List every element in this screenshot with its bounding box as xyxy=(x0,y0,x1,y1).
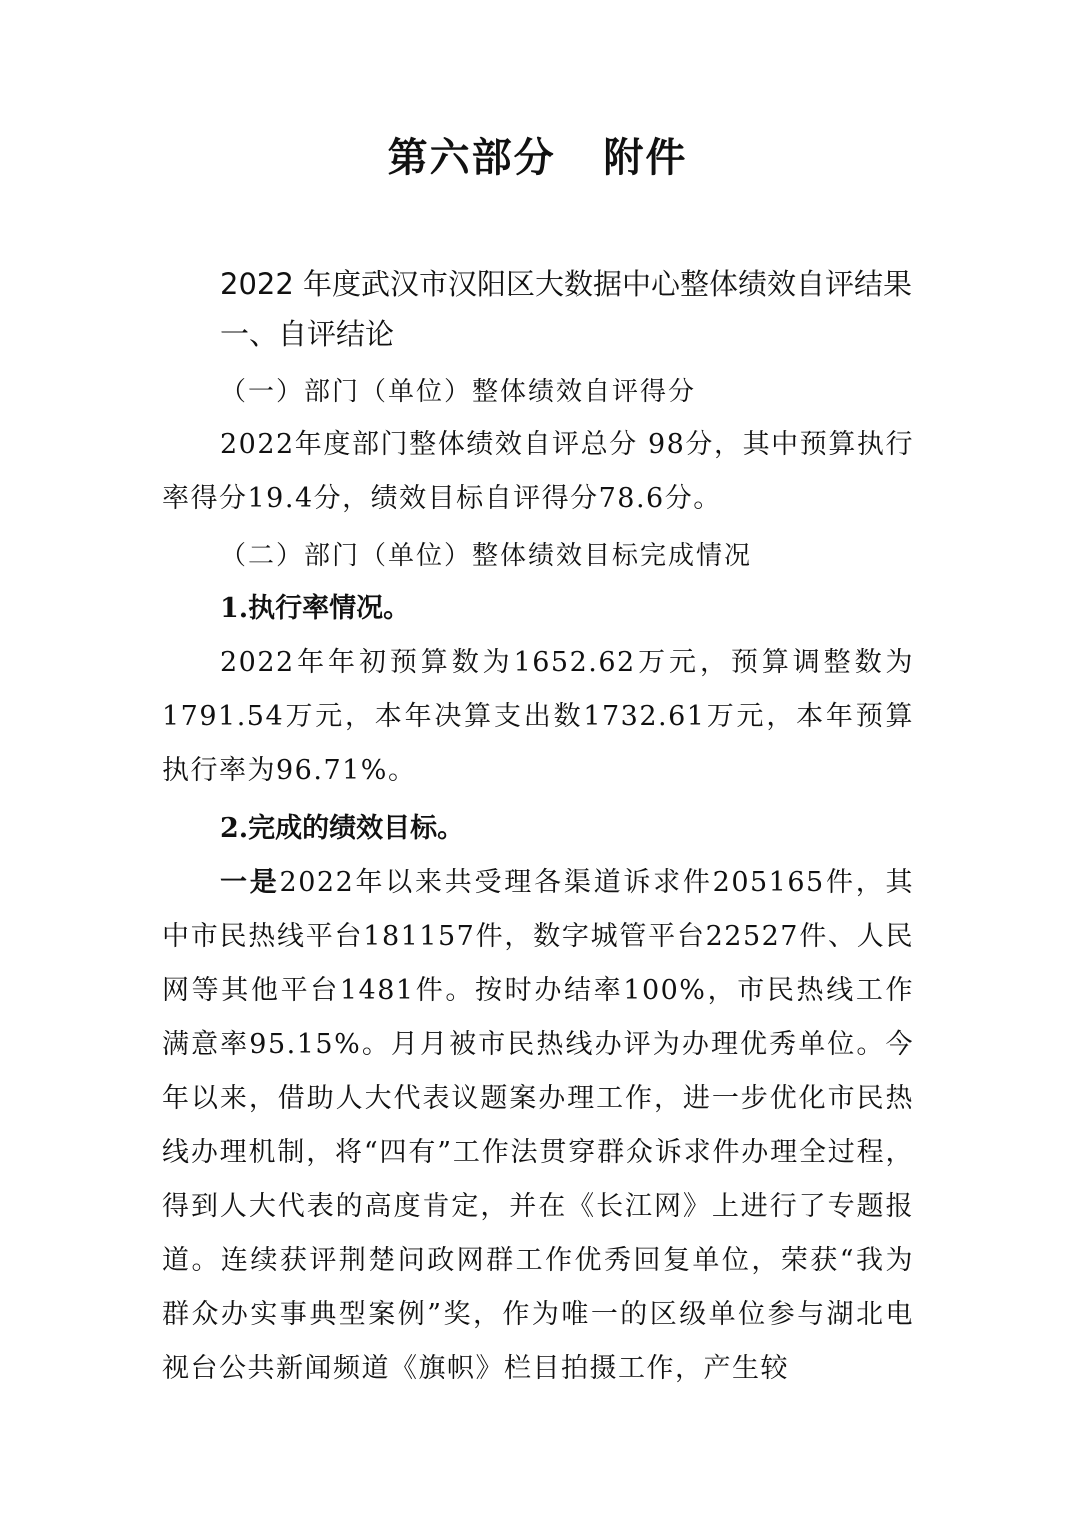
paragraph-score: 2022年度部门整体绩效自评总分 98分，其中预算执行率得分19.4分，绩效目标自评得分78.6分。 xyxy=(162,429,914,514)
part-title: 第六部分 附件 xyxy=(387,135,688,181)
paragraph-execution-rate: 2022年年初预算数为1652.62万元，预算调整数为1791.54万元，本年决算支出数1732.61万元，本年预算执行率为96.71%。 xyxy=(162,647,914,786)
section-heading-conclusion: 一、自评结论 xyxy=(220,317,395,351)
subsection-heading-score: （一）部门（单位）整体绩效自评得分 xyxy=(220,377,697,407)
item-heading-completed-goals: 2.完成的绩效目标。 xyxy=(220,813,465,844)
document-body xyxy=(162,310,914,1396)
report-title: 2022 年度武汉市汉阳区大数据中心整体绩效自评结果 xyxy=(220,267,913,301)
paragraph-lead: 一是 xyxy=(220,867,280,898)
paragraph-completed-goals-text: 2022年以来共受理各渠道诉求件205165件，其中市民热线平台181157件，数字城管平台22527件、人民网等其他平台1481件。按时办结率100%，市民热线工作满意率95.15%。月月被市民热线办评为办理优秀单位。今年以来，借助人大代表议题案办理工作，进一步优化市民热线办理机制，将“四有”工作法贯穿群众诉求件办理全过程，得到人大代表的高度肯定，并在《长江网》上进行了专题报道。连续获评荆楚问政网群工作优秀回复单位，荣获“我为群众办实事典型案例”奖，作为唯一的区级单位参与湖北电视台公共新闻频道《旗帜》栏目拍摄工作，产生较 xyxy=(162,867,914,1384)
paragraph-completed-goals xyxy=(162,856,914,1396)
item-heading-execution-rate: 1.执行率情况。 xyxy=(220,593,411,624)
subsection-heading-goals: （二）部门（单位）整体绩效目标完成情况 xyxy=(220,541,753,571)
